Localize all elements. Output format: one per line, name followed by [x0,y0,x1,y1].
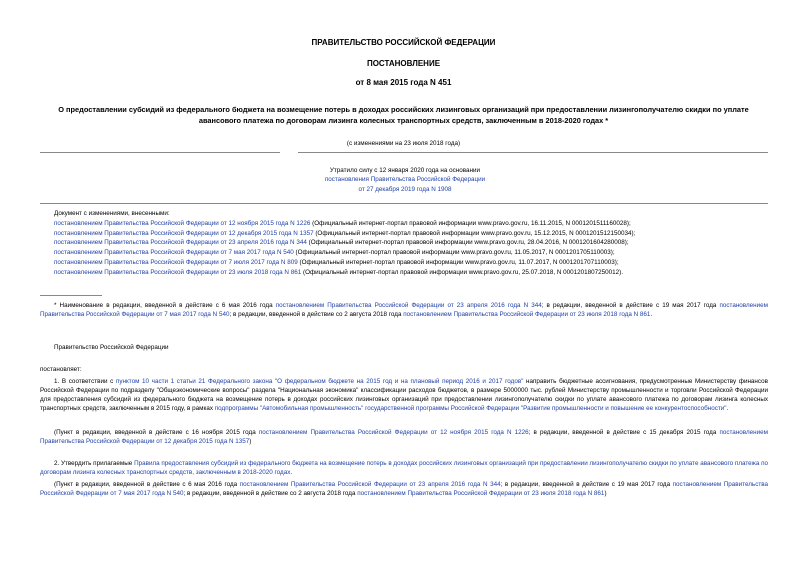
note2-link-2[interactable]: постановлением Правительства Российской Федерации от 7 мая 2017 года N 540 [40,481,769,498]
amendments-list [54,209,768,277]
footnote-link-1[interactable]: постановлением Правительства Российской Федерации от 23 апреля 2016 года N 344 [275,302,542,309]
mid-divider [40,203,768,204]
government-heading: ПРАВИТЕЛЬСТВО РОССИЙСКОЙ ФЕДЕРАЦИИ [311,38,496,47]
note1-link-2[interactable]: постановлением Правительства Российской Федерации от 12 декабря 2015 года N 1357 [40,429,768,446]
expired-note [290,166,520,194]
note2-link-3[interactable]: постановлением Правительства Российской Федерации от 23 июля 2018 года N 861 [357,490,605,498]
document-type-heading: ПОСТАНОВЛЕНИЕ [366,59,441,68]
law-link[interactable]: пунктом 10 части 1 статьи 21 Федерального закона "О федеральном бюджете на 2015 год и на плановый период 2016 и 2017 годов" [115,378,524,385]
changes-note: (с изменениями на 23 июля 2018 года) [346,140,461,147]
list-item: постановлением Правительства Российской Федерации от 23 апреля 2016 года N 344 (Официальный интернет-портал правовой информации www.pravo.gov.ru, 28.04.2016, N 0001201604280008); [54,239,629,247]
paragraph-1: 1. В соответствии с пунктом 10 части 1 статьи 21 Федерального закона "О федеральном бюджете на 2015 год и на плановый период 2016 и 2017 годов" направить бюджетные ассигнования, предусмотренные Министерству финансов Российской Федерации по подразделу "Общеэкономические вопросы" раздела "Национальная экономика" классификации расходов бюджетов, в размере 5000000 тыс. рублей Министерству промышленности и торговли Российской Федерации для предоставления субсидий из федерального бюджета на возмещение потерь в доходах российских лизинговых организаций при предоставлении лизингополучателю скидки по уплате авансового платежа по договорам лизинга колесных транспортных средств, заключенным в 2015 году, в рамках подпрограммы "Автомобильная промышленность" государственной программы Российской Федерации "Развитие промышленности и повышение ее конкурентоспособности". [40,378,768,413]
amendment-link[interactable]: постановлением Правительства Российской Федерации от 7 мая 2017 года N 540 [54,249,294,256]
amendment-link[interactable]: постановлением Правительства Российской Федерации от 23 апреля 2016 года N 344 [54,239,307,247]
expired-link-1[interactable]: постановления Правительства Российской Федерации [324,176,486,184]
list-item: постановлением Правительства Российской Федерации от 12 ноября 2015 года N 1226 (Официальный интернет-портал правовой информации www.pravo.gov.ru, 16.11.2015, N 0001201511160028); [54,219,631,227]
footnote: * Наименование в редакции, введенной в действие с 6 мая 2016 года постановлением Правительства Российской Федерации от 23 апреля 2016 года N 344; в редакции, введенной в действие с 19 мая 2017 года постановлением Правительства Российской Федерации от 7 мая 2017 года N 540; в редакции, введенной в действие со 2 августа 2018 года постановлением Правительства Российской Федерации от 23 июля 2018 года N 861. [40,302,769,319]
expired-link-2[interactable]: от 27 декабря 2019 года N 1908 [358,185,452,193]
amendments-heading: Документ с изменениями, внесенными: [54,210,170,217]
note2-link-1[interactable]: постановлением Правительства Российской Федерации от 23 апреля 2016 года N 344 [239,481,501,488]
date-number-heading: от 8 мая 2015 года N 451 [355,78,452,87]
paragraph-2: 2. Утвердить прилагаемые Правила предоставления субсидий из федерального бюджета на возмещение потерь в доходах российских лизинговых организаций при предоставлении лизингополучателю скидки по уплате авансового платежа по договорам лизинга колесных транспортных средств, заключенным в 2018-2020 годах. [40,460,768,477]
subprogram-link[interactable]: подпрограммы "Автомобильная промышленность" государственной программы Российской Федерации "Развитие промышленности и повышение ее конкурентоспособности" [214,405,727,413]
amendment-link[interactable]: постановлением Правительства Российской Федерации от 12 декабря 2015 года N 1357 [54,229,314,237]
list-item: постановлением Правительства Российской Федерации от 12 декабря 2015 года N 1357 (Официальный интернет-портал правовой информации www.pravo.gov.ru, 15.12.2015, N 0001201512150034); [54,229,636,237]
decrees-word: постановляет: [40,366,82,373]
list-item: постановлением Правительства Российской Федерации от 7 мая 2017 года N 540 (Официальный интернет-портал правовой информации www.pravo.gov.ru, 11.05.2017, N 0001201705110003); [54,249,615,256]
top-divider-left [40,152,280,153]
amendment-link[interactable]: постановлением Правительства Российской Федерации от 23 июля 2018 года N 861 [54,268,302,276]
paragraph-2-note: (Пункт в редакции, введенной в действие с 6 мая 2016 года постановлением Правительства Российской Федерации от 23 апреля 2016 года N 344; в редакции, введенной в действие с 19 мая 2017 года постановлением Правительства Российской Федерации от 7 мая 2017 года N 540; в редакции, введенной в действие со 2 августа 2018 года постановлением Правительства Российской Федерации от 23 июля 2018 года N 861) [40,481,769,498]
list-item: постановлением Правительства Российской Федерации от 23 июля 2018 года N 861 (Официальный интернет-портал правовой информации www.pravo.gov.ru, 25.07.2018, N 0001201807250012). [54,268,624,276]
top-divider-right [298,152,768,153]
expired-line: Утратило силу с 12 января 2020 года на основании [329,167,481,174]
list-item: постановлением Правительства Российской Федерации от 7 июля 2017 года N 809 (Официальный интернет-портал правовой информации www.pravo.gov.ru, 11.07.2017, N 0001201707110003); [54,258,619,266]
amendment-link[interactable]: постановлением Правительства Российской Федерации от 7 июля 2017 года N 809 [54,258,298,266]
paragraph-1-note: (Пункт в редакции, введенной в действие с 16 ноября 2015 года постановлением Правительства Российской Федерации от 12 ноября 2015 года N 1226; в редакции, введенной в действие с 15 декабря 2015 года постановлением Правительства Российской Федерации от 12 декабря 2015 года N 1357) [40,429,768,446]
footnote-link-3[interactable]: постановлением Правительства Российской Федерации от 23 июля 2018 года N 861 [403,311,651,319]
document-title: О предоставлении субсидий из федерального бюджета на возмещение потерь в доходах российских лизинговых организаций при предоставлении лизингополучателю скидки по уплате авансового платежа по договорам лизинга колесных транспортных средств, заключенным в 2018-2020 годах * [58,105,749,126]
footnote-link-2[interactable]: постановлением Правительства Российской Федерации от 7 мая 2017 года N 540 [40,302,769,319]
government-subject: Правительство Российской Федерации [54,344,169,351]
footnote-divider [40,295,102,296]
amendment-link[interactable]: постановлением Правительства Российской Федерации от 12 ноября 2015 года N 1226 [54,219,311,227]
rules-link[interactable]: Правила предоставления субсидий из федерального бюджета на возмещение потерь в доходах российских лизинговых организаций при предоставлении лизингополучателю скидки по уплате авансового платежа по договорам лизинга колесных транспортных средств, заключенным в 2018-2020 годах [40,460,768,477]
note1-link-1[interactable]: постановлением Правительства Российской Федерации от 12 ноября 2015 года N 1226 [258,429,529,436]
